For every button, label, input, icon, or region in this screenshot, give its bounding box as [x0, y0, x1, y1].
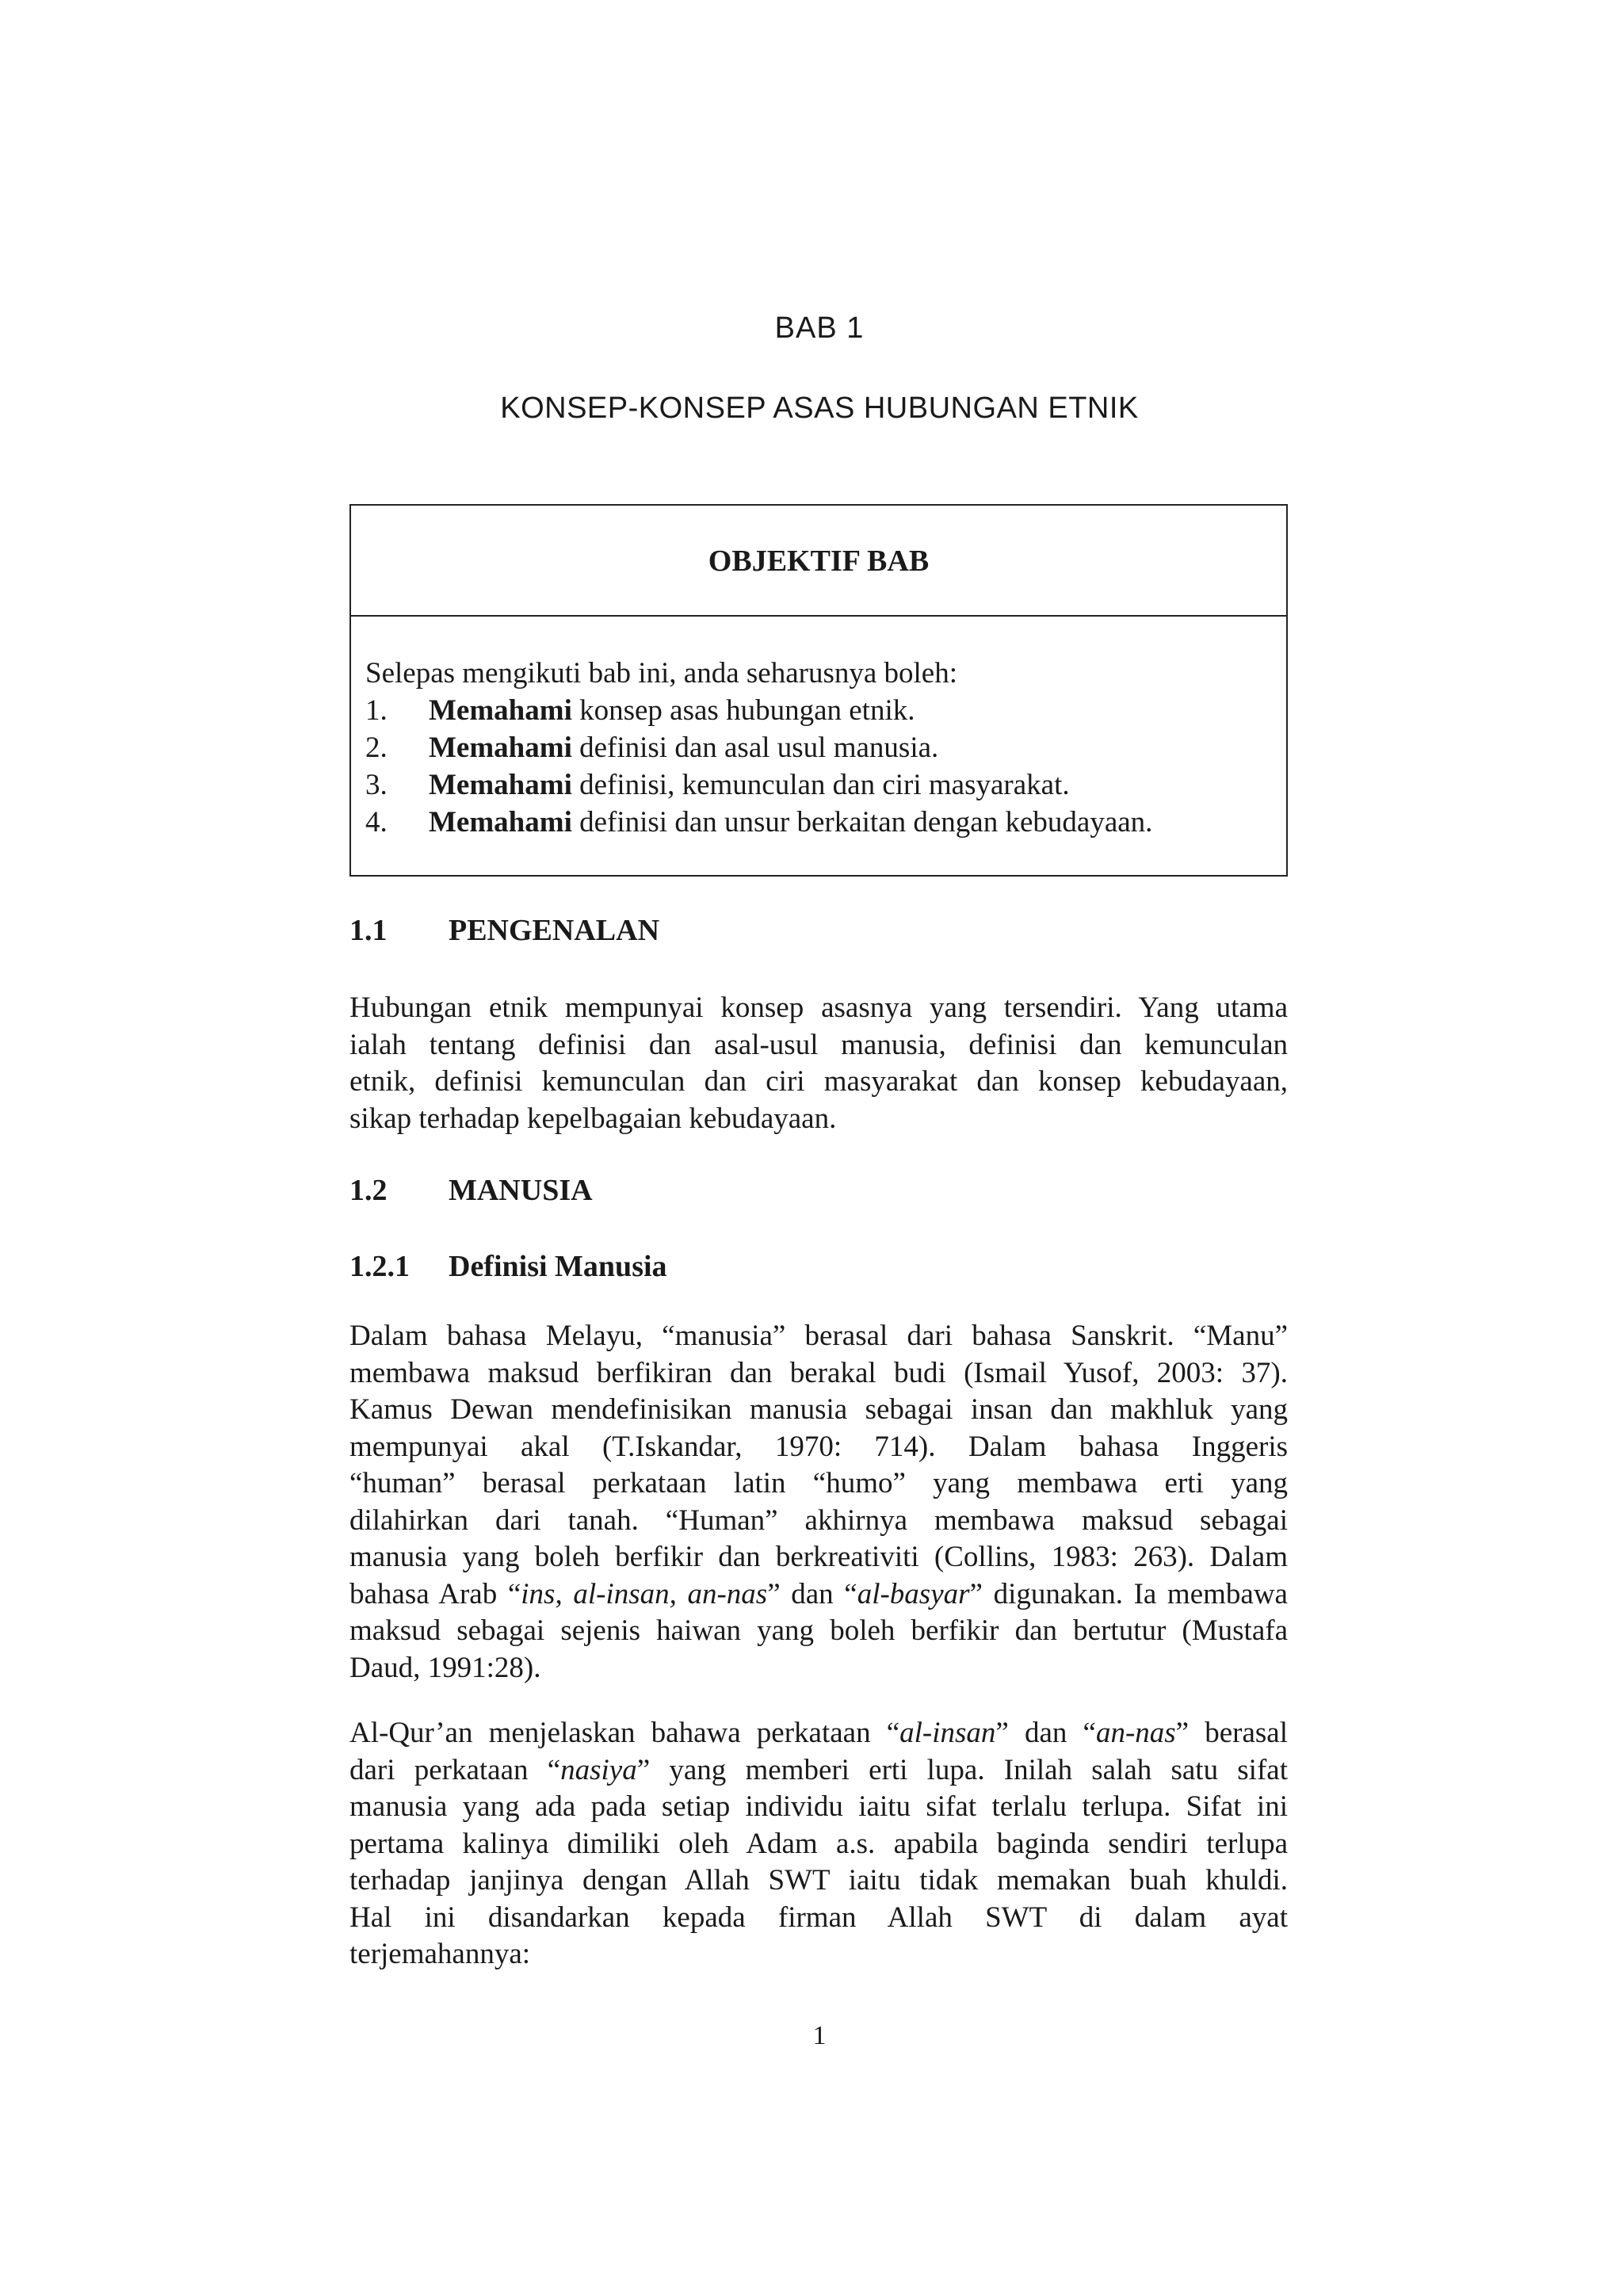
- paragraph-line: [349, 1715, 1288, 1752]
- chapter-objectives-box: [349, 504, 1288, 877]
- chapter-number: BAB 1: [774, 311, 865, 345]
- objective-number: 1.: [365, 694, 388, 727]
- paragraph-line: terhadap janjinya dengan Allah SWT iaitu tidak memakan buah khuldi.: [349, 1864, 1288, 1897]
- objectives-intro: Selepas mengikuti bab ini, anda seharusnya boleh:: [365, 657, 958, 690]
- text-run: dari perkataan “: [349, 1753, 561, 1786]
- text-run: ” digunakan. Ia membawa: [969, 1577, 1288, 1610]
- italic-term: ins, al-insan, an-nas: [521, 1577, 768, 1610]
- objective-number: 2.: [365, 732, 388, 764]
- objective-text: definisi, kemunculan dan ciri masyarakat.: [571, 769, 1070, 801]
- document-page: [349, 0, 1289, 2296]
- objective-item: [365, 804, 1286, 841]
- objective-number: 4.: [365, 806, 388, 839]
- text-run: ” dan “: [995, 1717, 1096, 1749]
- paragraph-line: dilahirkan dari tanah. “Human” akhirnya membawa maksud sebagai: [349, 1503, 1288, 1537]
- italic-term: nasiya: [560, 1753, 637, 1786]
- text-run: ” yang memberi erti lupa. Inilah salah satu sifat: [636, 1753, 1288, 1786]
- objective-text: definisi dan asal usul manusia.: [571, 732, 939, 764]
- section-number: 1.2.1: [349, 1250, 410, 1283]
- page-number: 1: [812, 2021, 827, 2050]
- italic-term: al-basyar: [857, 1577, 970, 1610]
- paragraph-line: terjemahannya:: [349, 1938, 531, 1970]
- section-number: 1.2: [349, 1174, 388, 1207]
- paragraph-quran: [349, 1715, 1288, 1973]
- paragraph-line: manusia yang ada pada setiap individu iaitu sifat terlalu terlupa. Sifat ini: [349, 1790, 1288, 1823]
- paragraph-line: manusia yang boleh berfikir dan berkreativiti (Collins, 1983: 263). Dalam: [349, 1541, 1288, 1573]
- italic-term: an-nas: [1095, 1717, 1176, 1749]
- objective-verb: Memahami: [429, 732, 572, 764]
- paragraph-introduction: [349, 990, 1288, 1137]
- objectives-heading: OBJEKTIF BAB: [351, 506, 1286, 617]
- paragraph-line: Dalam bahasa Melayu, “manusia” berasal dari bahasa Sanskrit. “Manu”: [349, 1320, 1288, 1352]
- section-heading-pengenalan: [349, 913, 659, 948]
- paragraph-line: membawa maksud berfikiran dan berakal budi (Ismail Yusof, 2003: 37).: [349, 1356, 1288, 1389]
- text-run: bahasa Arab “: [349, 1577, 521, 1610]
- paragraph-line: maksud sebagai sejenis haiwan yang boleh berfikir dan bertutur (Mustafa: [349, 1614, 1288, 1647]
- paragraph-line: [349, 1752, 1288, 1790]
- chapter-title: KONSEP-KONSEP ASAS HUBUNGAN ETNIK: [500, 392, 1139, 425]
- paragraph-definition: [349, 1318, 1288, 1687]
- section-title: MANUSIA: [449, 1174, 593, 1207]
- paragraph-line: pertama kalinya dimiliki oleh Adam a.s. apabila baginda sendiri terlupa: [349, 1827, 1288, 1860]
- objective-item: [365, 729, 1286, 766]
- text-run: Al-Qur’an menjelaskan bahawa perkataan “: [349, 1717, 900, 1749]
- objective-item: [365, 692, 1286, 729]
- subsection-heading-definisi-manusia: [349, 1249, 667, 1284]
- paragraph-line: Hubungan etnik mempunyai konsep asasnya yang tersendiri. Yang utama: [349, 991, 1288, 1024]
- paragraph-line: “human” berasal perkataan latin “humo” yang membawa erti yang: [349, 1467, 1288, 1499]
- objective-text: definisi dan unsur berkaitan dengan kebudayaan.: [571, 806, 1153, 839]
- objective-verb: Memahami: [429, 806, 572, 839]
- objective-verb: Memahami: [429, 694, 572, 727]
- section-heading-manusia: [349, 1173, 593, 1208]
- paragraph-line: etnik, definisi kemunculan dan ciri masyarakat dan konsep kebudayaan,: [349, 1065, 1288, 1098]
- paragraph-line: Daud, 1991:28).: [349, 1651, 541, 1684]
- paragraph-line: sikap terhadap kepelbagaian kebudayaan.: [349, 1102, 837, 1135]
- section-number: 1.1: [349, 914, 388, 947]
- objective-item: [365, 766, 1286, 804]
- section-title: PENGENALAN: [449, 914, 660, 947]
- objective-number: 3.: [365, 769, 388, 801]
- text-run: ” berasal: [1175, 1717, 1288, 1749]
- section-title: Definisi Manusia: [449, 1250, 667, 1283]
- italic-term: al-insan: [899, 1717, 996, 1749]
- text-run: ” dan “: [767, 1577, 857, 1610]
- paragraph-line: Hal ini disandarkan kepada firman Allah SWT di dalam ayat: [349, 1901, 1288, 1934]
- objective-text: konsep asas hubungan etnik.: [571, 694, 915, 727]
- objective-verb: Memahami: [429, 769, 572, 801]
- objectives-body: [351, 617, 1286, 841]
- paragraph-line: [349, 1576, 1288, 1614]
- paragraph-line: ialah tentang definisi dan asal-usul manusia, definisi dan kemunculan: [349, 1028, 1288, 1061]
- paragraph-line: Kamus Dewan mendefinisikan manusia sebagai insan dan makhluk yang: [349, 1393, 1288, 1426]
- paragraph-line: mempunyai akal (T.Iskandar, 1970: 714). Dalam bahasa Inggeris: [349, 1430, 1288, 1463]
